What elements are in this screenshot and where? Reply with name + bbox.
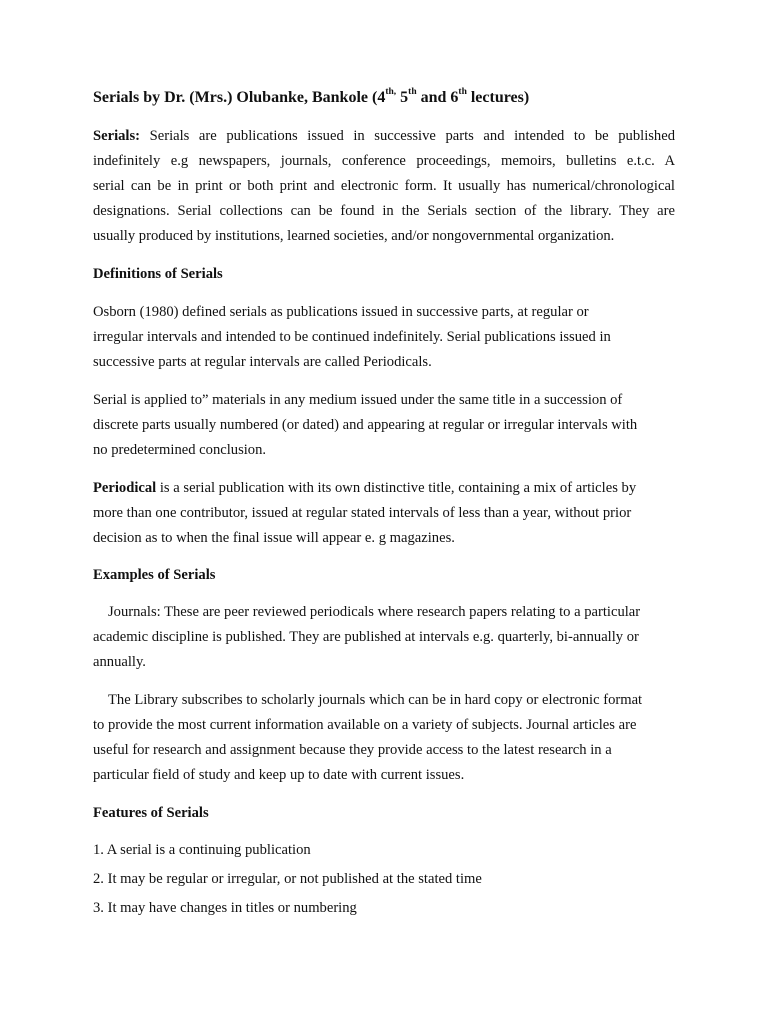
text-line: to provide the most current information available on a variety of subjects. Journal articles are (93, 717, 637, 733)
text-line: particular field of study and keep up to date with current issues. (93, 767, 465, 783)
text-line: Osborn (1980) defined serials as publications issued in successive parts, at regular or (93, 304, 589, 320)
title-sup-3: th (458, 86, 467, 97)
title-suffix: lectures) (466, 89, 530, 106)
text-line: Serial is applied to” materials in any medium issued under the same title in a succession of (93, 392, 623, 408)
text-line: Journals: These are peer reviewed periodicals where research papers relating to a particular (108, 604, 641, 620)
list-item: 3. It may have changes in titles or numbering (93, 900, 357, 916)
intro-line-4: designations. Serial collections can be found in the Serials section of the library. They are (93, 203, 675, 219)
text-line: more than one contributor, issued at regular stated intervals of less than a year, without prior (93, 505, 632, 521)
text-line: The Library subscribes to scholarly journals which can be in hard copy or electronic format (108, 692, 643, 708)
text-line: discrete parts usually numbered (or dated) and appearing at regular or irregular intervals with (93, 417, 638, 433)
text-line: decision as to when the final issue will appear e. g magazines. (93, 530, 455, 546)
list-item: 2. It may be regular or irregular, or not published at the stated time (93, 871, 482, 887)
text-line: Periodical is a serial publication with its own distinctive title, containing a mix of articles by (93, 480, 637, 496)
features-list (93, 838, 675, 921)
features-heading: Features of Serials (93, 805, 209, 821)
intro-line-1: Serials: Serials are publications issued in successive parts and intended to be published (93, 128, 675, 144)
title-mid-2: and 6 (416, 89, 459, 106)
document-title (93, 86, 529, 110)
list-item: 1. A serial is a continuing publication (93, 842, 311, 858)
text-line: useful for research and assignment because they provide access to the latest research in a (93, 742, 612, 758)
title-sup-2: th (408, 86, 417, 97)
definitions-heading: Definitions of Serials (93, 266, 223, 282)
definitions-paragraph-2 (93, 388, 675, 463)
title-mid-1: 5 (396, 89, 409, 106)
title-sup-1: th, (385, 86, 397, 97)
text-line: annually. (93, 654, 146, 670)
examples-heading: Examples of Serials (93, 567, 216, 583)
intro-term: Serials: (93, 128, 141, 144)
intro-paragraph (93, 124, 675, 249)
examples-paragraph-1 (93, 600, 675, 675)
examples-paragraph-2 (93, 688, 675, 788)
definitions-paragraph-3 (93, 476, 675, 551)
text-line: irregular intervals and intended to be continued indefinitely. Serial publications issued in (93, 329, 611, 345)
definitions-paragraph-1 (93, 300, 675, 375)
intro-line-5: usually produced by institutions, learned societies, and/or nongovernmental organization. (93, 228, 615, 244)
title-prefix: Serials by Dr. (Mrs.) Olubanke, Bankole (4 (93, 89, 386, 106)
text-line: no predetermined conclusion. (93, 442, 267, 458)
intro-line-2: indefinitely e.g newspapers, journals, conference proceedings, memoirs, bulletins e.t.c. A (93, 153, 675, 169)
intro-line-3: serial can be in print or both print and electronic form. It usually has numerical/chronological (93, 178, 675, 194)
periodical-term: Periodical (93, 480, 157, 496)
text-line: successive parts at regular intervals are called Periodicals. (93, 354, 432, 370)
text-line: academic discipline is published. They are published at intervals e.g. quarterly, bi-annually or (93, 629, 639, 645)
